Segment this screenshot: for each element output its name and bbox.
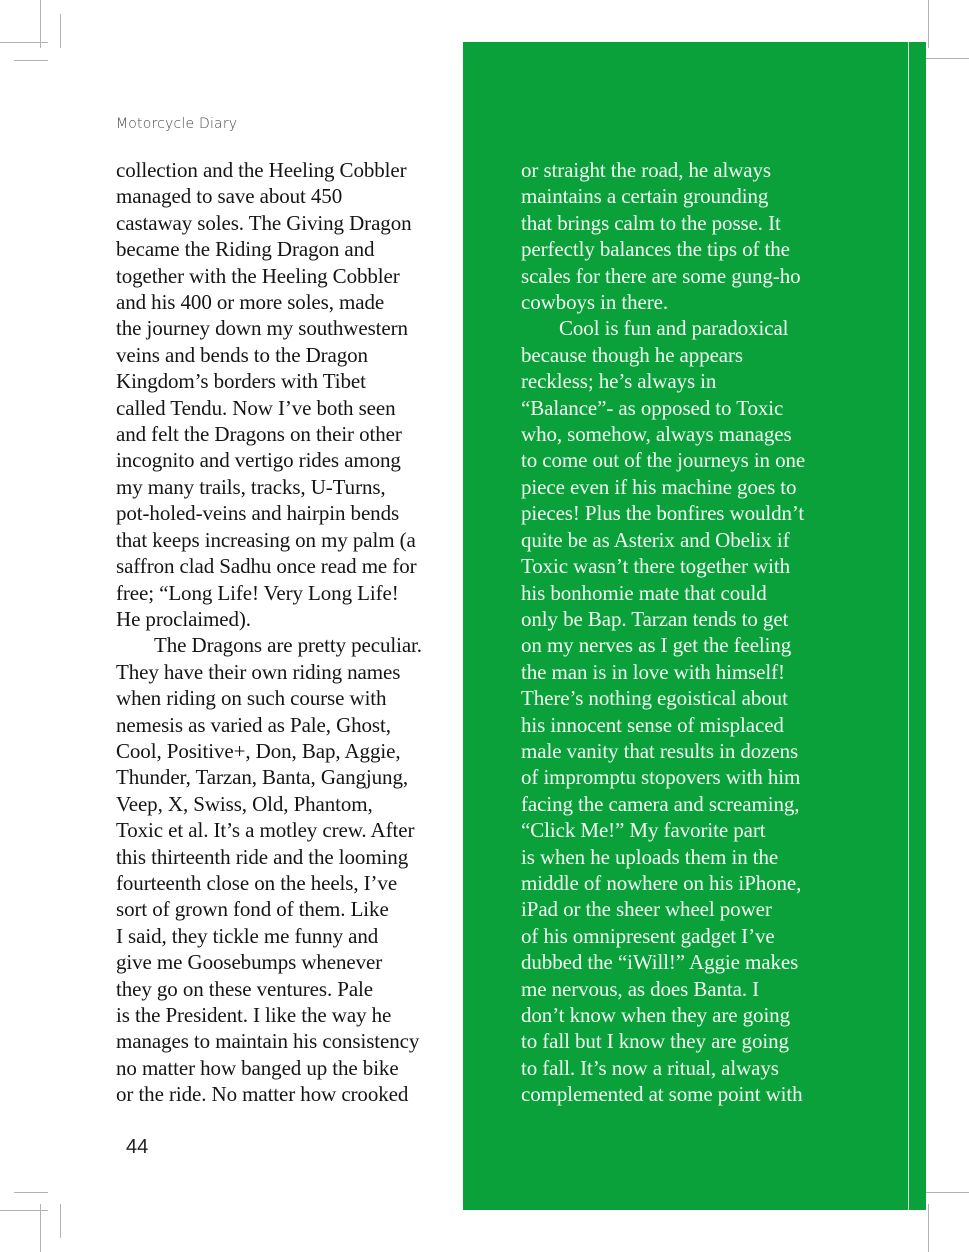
text-line: that brings calm to the posse. It (521, 210, 781, 235)
text-line: the journey down my southwestern (116, 316, 408, 341)
text-line: iPad or the sheer wheel power (521, 897, 772, 922)
text-line: Thunder, Tarzan, Banta, Gangjung, (116, 765, 408, 790)
paragraph-start-line: The Dragons are pretty peculiar. (154, 633, 422, 658)
text-line: or straight the road, he always (521, 158, 771, 182)
text-line: of impromptu stopovers with him (521, 765, 801, 790)
text-line: of his omnipresent gadget I’ve (521, 923, 775, 948)
text-line: his innocent sense of misplaced (521, 712, 784, 737)
text-line: to fall but I know they are going (521, 1029, 789, 1054)
text-line: free; “Long Life! Very Long Life! (116, 580, 399, 605)
text-line: is the President. I like the way he (116, 1003, 392, 1027)
crop-mark-bl-h (0, 1210, 48, 1211)
text-line: managed to save about 450 (116, 184, 343, 209)
text-line: There’s nothing egoistical about (521, 686, 788, 711)
right-text-column (521, 157, 831, 1108)
text-line: male vanity that results in dozens (521, 738, 799, 763)
text-line: Veep, X, Swiss, Old, Phantom, (116, 791, 373, 816)
text-line: incognito and vertigo rides among (116, 448, 401, 473)
text-line: They have their own riding names (116, 659, 401, 684)
crop-mark-bl-v (40, 1204, 41, 1252)
text-line: the man is in love with himself! (521, 659, 785, 684)
page-number: 44 (126, 1136, 149, 1158)
text-line: when riding on such course with (116, 686, 387, 711)
text-line: fourteenth close on the heels, I’ve (116, 870, 398, 895)
text-line: scales for there are some gung-ho (521, 263, 801, 288)
crop-mark-br-h (921, 1192, 969, 1193)
text-line: “Click Me!” My favorite part (521, 818, 766, 843)
crop-mark-tr-v (928, 0, 929, 48)
text-line: manages to maintain his consistency (116, 1029, 420, 1054)
text-line: complemented at some point with (521, 1082, 803, 1107)
paragraph-start-line: Cool is fun and paradoxical (559, 316, 789, 341)
text-line: give me Goosebumps whenever (116, 950, 383, 975)
text-line: dubbed the “iWill!” Aggie makes (521, 950, 799, 975)
text-line: no matter how banged up the bike (116, 1055, 399, 1080)
text-line: because though he appears (521, 342, 743, 367)
crop-mark-tl-v (40, 0, 41, 48)
text-line: or the ride. No matter how crooked (116, 1082, 409, 1107)
text-line: reckless; he’s always in (521, 369, 717, 394)
text-line: me nervous, as does Banta. I (521, 976, 760, 1001)
text-line: perfectly balances the tips of the (521, 237, 790, 262)
text-line: this thirteenth ride and the looming (116, 844, 409, 869)
text-line: “Balance”- as opposed to Toxic (521, 395, 784, 420)
text-line: and felt the Dragons on their other (116, 422, 402, 447)
text-line: Kingdom’s borders with Tibet (116, 369, 366, 394)
running-head: Motorcycle Diary (116, 116, 238, 132)
crop-mark-tl-h2 (14, 60, 48, 61)
crop-mark-br-v (928, 1204, 929, 1252)
text-line: veins and bends to the Dragon (116, 342, 368, 367)
text-line: facing the camera and screaming, (521, 791, 800, 816)
text-line: called Tendu. Now I’ve both seen (116, 395, 396, 420)
crop-mark-bl-h2 (14, 1192, 48, 1193)
text-line: to fall. It’s now a ritual, always (521, 1055, 779, 1080)
text-line: my many trails, tracks, U-Turns, (116, 474, 386, 499)
text-line: Cool, Positive+, Don, Bap, Aggie, (116, 738, 401, 763)
text-line: pot-holed-veins and hairpin bends (116, 501, 400, 526)
text-line: his bonhomie mate that could (521, 580, 767, 605)
text-line: I said, they tickle me funny and (116, 923, 379, 948)
left-text-column (116, 157, 446, 1108)
text-line: pieces! Plus the bonfires wouldn’t (521, 501, 805, 526)
text-line: is when he uploads them in the (521, 844, 779, 869)
text-line: they go on these ventures. Pale (116, 976, 374, 1001)
text-line: don’t know when they are going (521, 1003, 790, 1027)
text-line: nemesis as varied as Pale, Ghost, (116, 712, 391, 737)
text-line: and his 400 or more soles, made (116, 290, 385, 315)
text-line: on my nerves as I get the feeling (521, 633, 792, 658)
text-line: sort of grown fond of them. Like (116, 897, 389, 922)
text-line: quite be as Asterix and Obelix if (521, 527, 790, 552)
text-line: castaway soles. The Giving Dragon (116, 210, 412, 235)
text-line: to come out of the journeys in one (521, 448, 806, 473)
text-line: piece even if his machine goes to (521, 474, 797, 499)
text-line: collection and the Heeling Cobbler (116, 158, 407, 182)
text-line: only be Bap. Tarzan tends to get (521, 606, 789, 631)
crop-mark-tl-v2 (60, 14, 61, 48)
text-line: middle of nowhere on his iPhone, (521, 870, 802, 895)
bleed-line (908, 42, 909, 1210)
text-line: cowboys in there. (521, 290, 669, 315)
crop-mark-tl-h (0, 42, 48, 43)
text-line: together with the Heeling Cobbler (116, 263, 400, 288)
crop-mark-bl-v2 (60, 1204, 61, 1238)
text-line: Toxic wasn’t there together with (521, 554, 791, 579)
text-line: became the Riding Dragon and (116, 237, 375, 262)
crop-mark-tr-h (921, 58, 969, 59)
text-line: saffron clad Sadhu once read me for (116, 554, 417, 579)
text-line: who, somehow, always manages (521, 422, 792, 447)
text-line: that keeps increasing on my palm (a (116, 527, 416, 552)
text-line: He proclaimed). (116, 606, 251, 631)
text-line: Toxic et al. It’s a motley crew. After (116, 818, 415, 843)
text-line: maintains a certain grounding (521, 184, 769, 209)
